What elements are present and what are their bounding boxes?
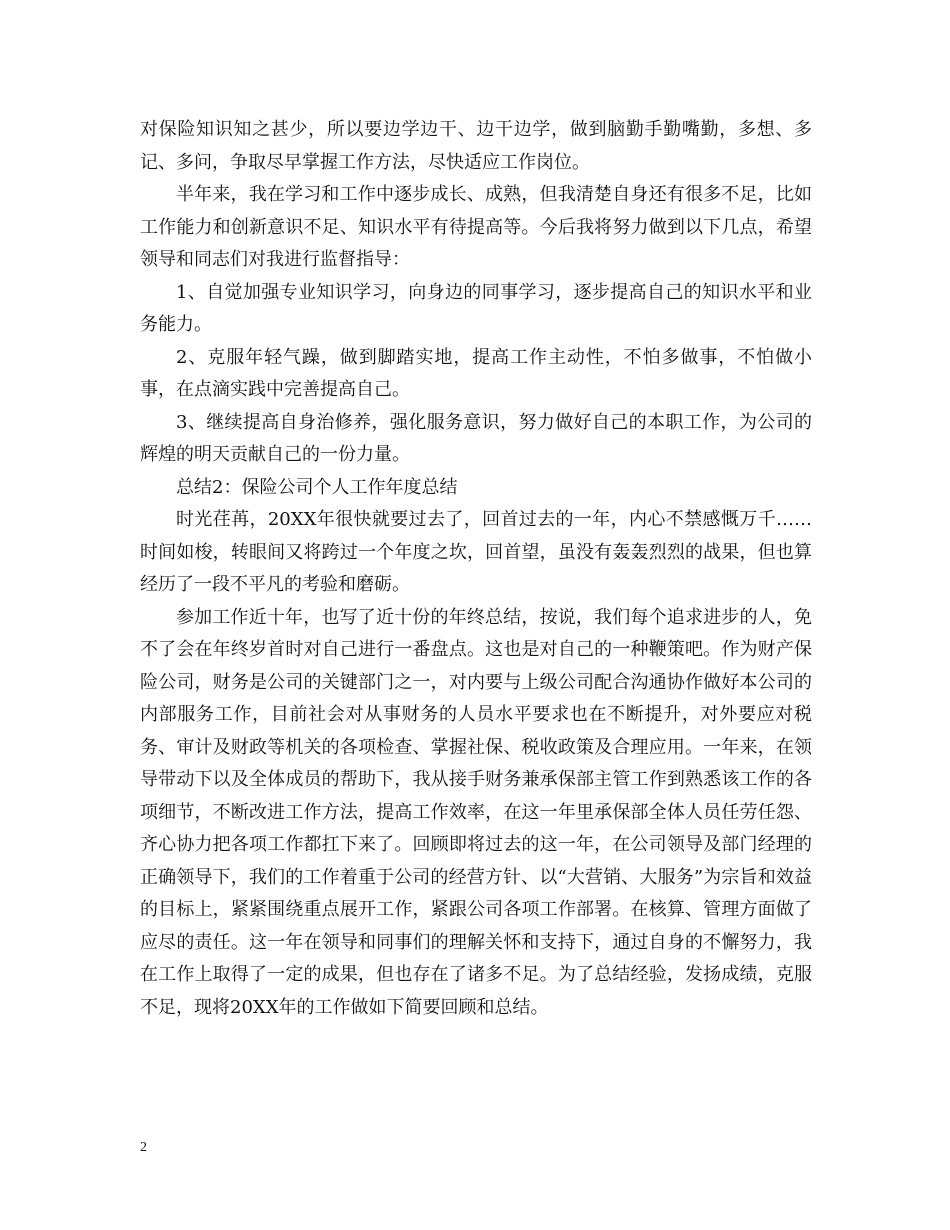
list-item: 1、自觉加强专业知识学习，向身边的同事学习，逐步提高自己的知识水平和业务能力。: [140, 281, 812, 335]
document-body: [140, 114, 812, 1024]
list-item: 3、继续提高自身治修养，强化服务意识，努力做好自己的本职工作，为公司的辉煌的明天贡献自己的一份力量。: [140, 411, 812, 465]
paragraph: 半年来，我在学习和工作中逐步成长、成熟，但我清楚自身还有很多不足，比如工作能力和创新意识不足、知识水平有待提高等。今后我将努力做到以下几点，希望领导和同志们对我进行监督指导：: [140, 184, 812, 270]
paragraph: 参加工作近十年，也写了近十份的年终总结，按说，我们每个追求进步的人，免不了会在年终岁首时对自己进行一番盘点。这也是对自己的一种鞭策吧。作为财产保险公司，财务是公司的关键部门之一，对内要与上级公司配合沟通协作做好本公司的内部服务工作，目前社会对从事财务的人员水平要求也在不断提升，对外要应对税务、审计及财政等机关的各项检查、掌握社保、税收政策及合理应用。一年来，在领导带动下以及全体成员的帮助下，我从接手财务兼承保部主管工作到熟悉该工作的各项细节，不断改进工作方法，提高工作效率，在这一年里承保部全体人员任劳任怨、齐心协力把各项工作都扛下来了。回顾即将过去的这一年，在公司领导及部门经理的正确领导下，我们的工作着重于公司的经营方针、以“大营销、大服务”为宗旨和效益的目标上，紧紧围绕重点展开工作，紧跟公司各项工作部署。在核算、管理方面做了应尽的责任。这一年在领导和同事们的理解关怀和支持下，通过自身的不懈努力，我在工作上取得了一定的成果，但也存在了诸多不足。为了总结经验，发扬成绩，克服不足，现将20XX年的工作做如下简要回顾和总结。: [140, 606, 812, 1018]
paragraph: 对保险知识知之甚少，所以要边学边干、边干边学，做到脑勤手勤嘴勤，多想、多记、多问，争取尽早掌握工作方法，尽快适应工作岗位。: [140, 119, 812, 173]
paragraph: 时光荏苒，20XX年很快就要过去了，回首过去的一年，内心不禁感慨万千……时间如梭，转眼间又将跨过一个年度之坎，回首望，虽没有轰轰烈烈的战果，但也算经历了一段不平凡的考验和磨砺。: [140, 509, 812, 595]
section-heading: 总结2：保险公司个人工作年度总结: [176, 476, 458, 498]
page-number: 2: [140, 1140, 147, 1155]
list-item: 2、克服年轻气躁，做到脚踏实地，提高工作主动性，不怕多做事，不怕做小事，在点滴实践中完善提高自己。: [140, 346, 812, 400]
